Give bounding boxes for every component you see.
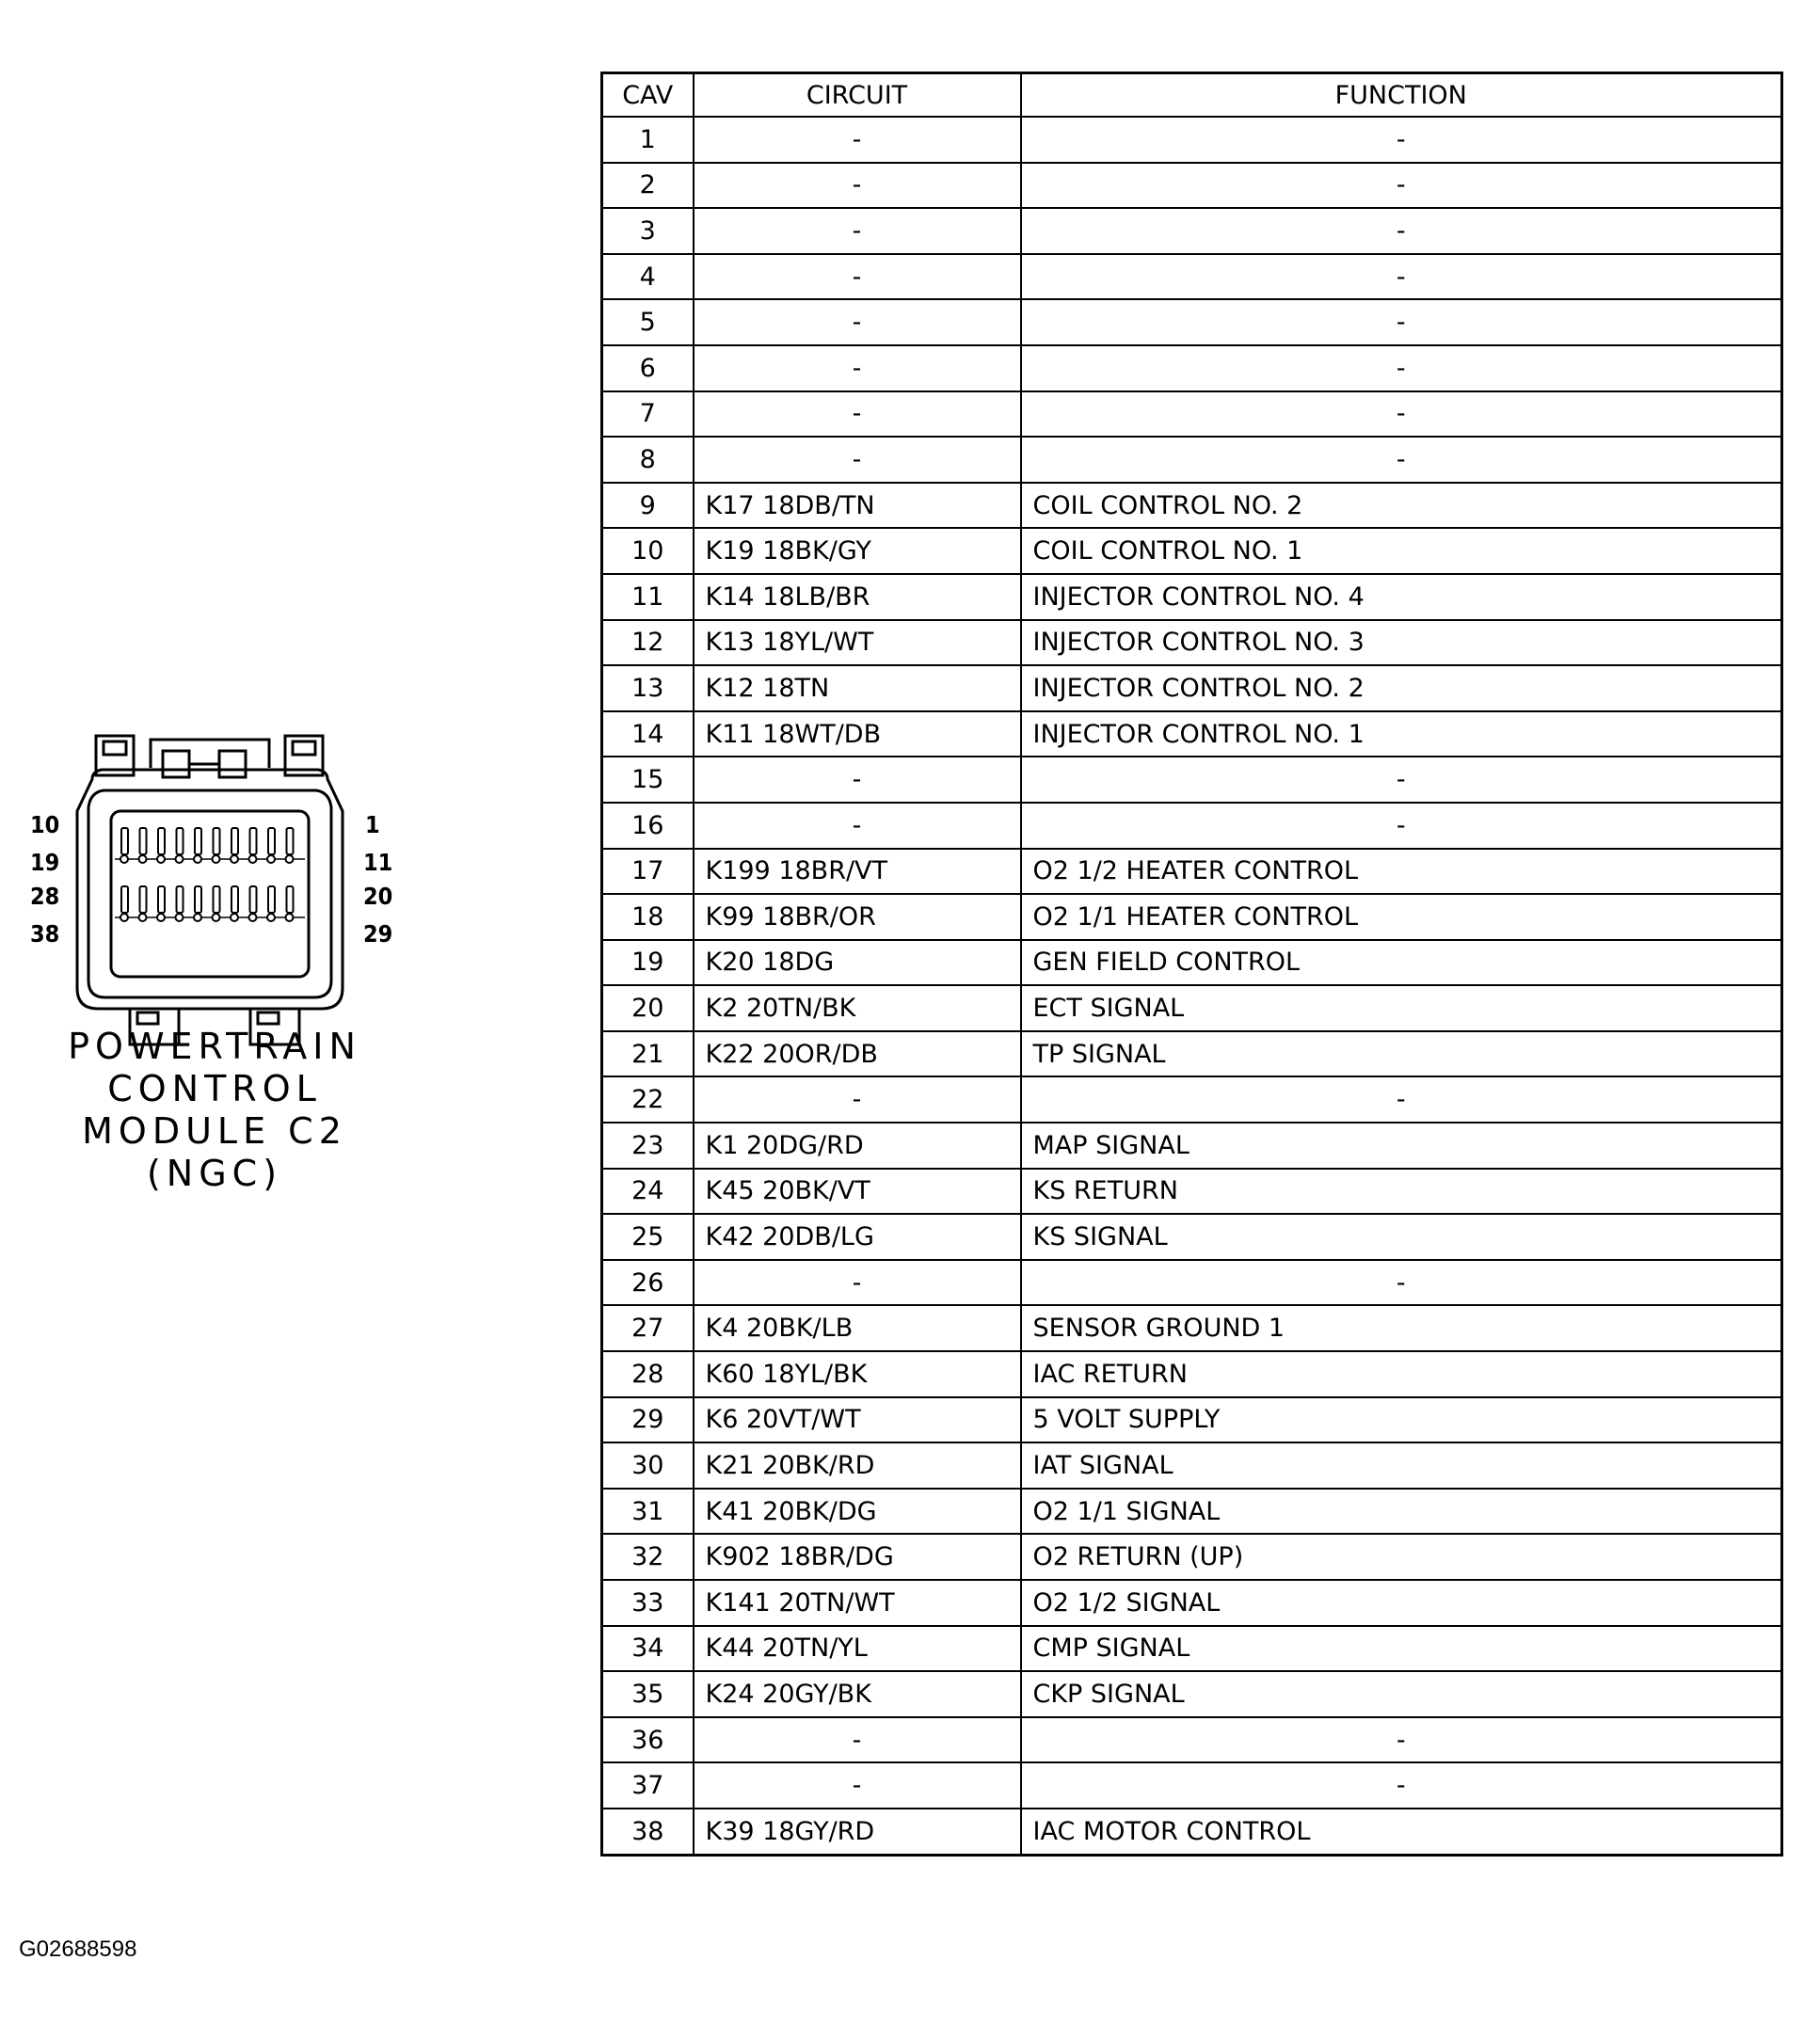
- cav-cell: 4: [602, 254, 694, 300]
- function-cell: ECT SIGNAL: [1021, 985, 1782, 1031]
- table-row: [602, 1351, 1782, 1397]
- cav-cell: 24: [602, 1169, 694, 1215]
- circuit-cell: K21 20BK/RD: [694, 1442, 1021, 1489]
- function-cell: -: [1021, 803, 1782, 849]
- function-cell: MAP SIGNAL: [1021, 1123, 1782, 1169]
- table-row: [602, 574, 1782, 620]
- table-row: [602, 1123, 1782, 1169]
- connector-pin: [214, 828, 220, 854]
- circuit-cell: K902 18BR/DG: [694, 1534, 1021, 1580]
- cav-cell: 34: [602, 1626, 694, 1672]
- cav-cell: 11: [602, 574, 694, 620]
- connector-pin: [214, 886, 220, 913]
- connector-pin-head: [120, 914, 128, 921]
- connector-pin: [250, 886, 257, 913]
- header-cav: CAV: [602, 73, 694, 118]
- cav-cell: 12: [602, 620, 694, 666]
- connector-pin: [195, 828, 201, 854]
- function-cell: -: [1021, 757, 1782, 803]
- pinout-table-container: [600, 72, 1783, 1857]
- cav-cell: 36: [602, 1717, 694, 1763]
- function-cell: GEN FIELD CONTROL: [1021, 940, 1782, 986]
- connector-label: [26, 1026, 403, 1195]
- table-header-row: [602, 73, 1782, 118]
- function-cell: O2 1/2 SIGNAL: [1021, 1580, 1782, 1626]
- pin-number-1: 1: [365, 811, 380, 838]
- circuit-cell: -: [694, 163, 1021, 209]
- circuit-cell: K39 18GY/RD: [694, 1809, 1021, 1855]
- circuit-cell: K11 18WT/DB: [694, 711, 1021, 757]
- circuit-cell: K1 20DG/RD: [694, 1123, 1021, 1169]
- table-row: [602, 1762, 1782, 1809]
- function-cell: INJECTOR CONTROL NO. 4: [1021, 574, 1782, 620]
- table-row: [602, 711, 1782, 757]
- connector-pin-head: [176, 855, 184, 863]
- table-row: [602, 163, 1782, 209]
- function-cell: IAC RETURN: [1021, 1351, 1782, 1397]
- function-cell: -: [1021, 208, 1782, 254]
- circuit-cell: -: [694, 1260, 1021, 1306]
- table-row: [602, 620, 1782, 666]
- function-cell: -: [1021, 391, 1782, 438]
- connector-pin: [177, 886, 184, 913]
- cav-cell: 29: [602, 1397, 694, 1443]
- connector-label-line-3: MODULE C2: [82, 1110, 347, 1152]
- table-row: [602, 1214, 1782, 1260]
- connector-pin-head: [176, 914, 184, 921]
- table-row: [602, 1397, 1782, 1443]
- table-row: [602, 437, 1782, 483]
- table-row: [602, 1031, 1782, 1077]
- table-row: [602, 1534, 1782, 1580]
- table-row: [602, 299, 1782, 345]
- connector-pin: [121, 886, 128, 913]
- circuit-cell: K22 20OR/DB: [694, 1031, 1021, 1077]
- cav-cell: 21: [602, 1031, 694, 1077]
- function-cell: KS RETURN: [1021, 1169, 1782, 1215]
- function-cell: O2 1/1 HEATER CONTROL: [1021, 894, 1782, 940]
- pin-number-28: 28: [30, 883, 60, 910]
- connector-pin: [250, 828, 257, 854]
- connector-pin: [177, 828, 184, 854]
- circuit-cell: K4 20BK/LB: [694, 1305, 1021, 1351]
- connector-pin-head: [157, 914, 165, 921]
- function-cell: -: [1021, 1260, 1782, 1306]
- cav-cell: 20: [602, 985, 694, 1031]
- pin-number-38: 38: [30, 920, 60, 948]
- cav-cell: 17: [602, 849, 694, 895]
- table-row: [602, 849, 1782, 895]
- circuit-cell: K24 20GY/BK: [694, 1671, 1021, 1717]
- connector-label-line-2: CONTROL: [107, 1068, 322, 1109]
- connector-label-line-1: POWERTRAIN: [68, 1026, 361, 1067]
- circuit-cell: K19 18BK/GY: [694, 528, 1021, 574]
- table-row: [602, 940, 1782, 986]
- circuit-cell: K2 20TN/BK: [694, 985, 1021, 1031]
- circuit-cell: -: [694, 299, 1021, 345]
- circuit-cell: K17 18DB/TN: [694, 483, 1021, 529]
- function-cell: IAT SIGNAL: [1021, 1442, 1782, 1489]
- table-row: [602, 1717, 1782, 1763]
- function-cell: INJECTOR CONTROL NO. 3: [1021, 620, 1782, 666]
- function-cell: -: [1021, 299, 1782, 345]
- table-row: [602, 1489, 1782, 1535]
- table-row: [602, 254, 1782, 300]
- cav-cell: 25: [602, 1214, 694, 1260]
- cav-cell: 6: [602, 345, 694, 391]
- cav-cell: 2: [602, 163, 694, 209]
- table-row: [602, 1580, 1782, 1626]
- cav-cell: 32: [602, 1534, 694, 1580]
- function-cell: O2 1/2 HEATER CONTROL: [1021, 849, 1782, 895]
- connector-diagram: [26, 725, 412, 1054]
- function-cell: -: [1021, 1717, 1782, 1763]
- circuit-cell: K42 20DB/LG: [694, 1214, 1021, 1260]
- circuit-cell: K6 20VT/WT: [694, 1397, 1021, 1443]
- connector-pin-head: [194, 855, 201, 863]
- function-cell: CMP SIGNAL: [1021, 1626, 1782, 1672]
- connector-pin: [158, 828, 165, 854]
- circuit-cell: K13 18YL/WT: [694, 620, 1021, 666]
- image-code: G02688598: [19, 1936, 137, 1962]
- connector-pin-head: [267, 914, 275, 921]
- connector-pin: [268, 886, 275, 913]
- circuit-cell: K44 20TN/YL: [694, 1626, 1021, 1672]
- table-row: [602, 1442, 1782, 1489]
- table-row: [602, 208, 1782, 254]
- header-circuit: CIRCUIT: [694, 73, 1021, 118]
- circuit-cell: -: [694, 117, 1021, 163]
- cav-cell: 10: [602, 528, 694, 574]
- table-row: [602, 757, 1782, 803]
- circuit-cell: -: [694, 1076, 1021, 1123]
- cav-cell: 35: [602, 1671, 694, 1717]
- function-cell: IAC MOTOR CONTROL: [1021, 1809, 1782, 1855]
- connector-pin-head: [139, 914, 147, 921]
- table-row: [602, 1626, 1782, 1672]
- circuit-cell: K12 18TN: [694, 665, 1021, 711]
- pin-number-10: 10: [30, 811, 60, 838]
- function-cell: -: [1021, 254, 1782, 300]
- connector-pin-head: [231, 855, 238, 863]
- table-row: [602, 803, 1782, 849]
- function-cell: CKP SIGNAL: [1021, 1671, 1782, 1717]
- cav-cell: 8: [602, 437, 694, 483]
- connector-pin: [140, 828, 147, 854]
- function-cell: KS SIGNAL: [1021, 1214, 1782, 1260]
- cav-cell: 27: [602, 1305, 694, 1351]
- connector-pin-head: [286, 914, 294, 921]
- connector-pin-head: [120, 855, 128, 863]
- function-cell: -: [1021, 117, 1782, 163]
- cav-cell: 19: [602, 940, 694, 986]
- function-cell: -: [1021, 437, 1782, 483]
- table-row: [602, 1076, 1782, 1123]
- circuit-cell: -: [694, 757, 1021, 803]
- function-cell: TP SIGNAL: [1021, 1031, 1782, 1077]
- circuit-cell: -: [694, 1717, 1021, 1763]
- circuit-cell: -: [694, 208, 1021, 254]
- pin-number-11: 11: [363, 849, 393, 876]
- table-row: [602, 391, 1782, 438]
- table-row: [602, 1671, 1782, 1717]
- connector-pin-head: [249, 914, 257, 921]
- connector-pin-head: [213, 855, 220, 863]
- cav-cell: 33: [602, 1580, 694, 1626]
- pin-number-20: 20: [363, 883, 393, 910]
- function-cell: 5 VOLT SUPPLY: [1021, 1397, 1782, 1443]
- table-row: [602, 894, 1782, 940]
- function-cell: COIL CONTROL NO. 2: [1021, 483, 1782, 529]
- connector-pin-head: [194, 914, 201, 921]
- pinout-table: [600, 72, 1783, 1857]
- circuit-cell: -: [694, 437, 1021, 483]
- cav-cell: 13: [602, 665, 694, 711]
- connector-label-line-4: (NGC): [146, 1153, 283, 1194]
- circuit-cell: K141 20TN/WT: [694, 1580, 1021, 1626]
- cav-cell: 3: [602, 208, 694, 254]
- header-function: FUNCTION: [1021, 73, 1782, 118]
- function-cell: O2 1/1 SIGNAL: [1021, 1489, 1782, 1535]
- connector-pin-head: [249, 855, 257, 863]
- circuit-cell: K199 18BR/VT: [694, 849, 1021, 895]
- circuit-cell: K41 20BK/DG: [694, 1489, 1021, 1535]
- circuit-cell: -: [694, 391, 1021, 438]
- cav-cell: 16: [602, 803, 694, 849]
- function-cell: INJECTOR CONTROL NO. 2: [1021, 665, 1782, 711]
- circuit-cell: -: [694, 254, 1021, 300]
- table-row: [602, 483, 1782, 529]
- connector-pin-head: [157, 855, 165, 863]
- connector-pin: [287, 828, 294, 854]
- function-cell: -: [1021, 1762, 1782, 1809]
- function-cell: INJECTOR CONTROL NO. 1: [1021, 711, 1782, 757]
- table-row: [602, 1169, 1782, 1215]
- circuit-cell: -: [694, 803, 1021, 849]
- function-cell: -: [1021, 345, 1782, 391]
- connector-pin: [231, 886, 238, 913]
- cav-cell: 26: [602, 1260, 694, 1306]
- connector-pin: [287, 886, 294, 913]
- cav-cell: 18: [602, 894, 694, 940]
- circuit-cell: -: [694, 345, 1021, 391]
- table-row: [602, 117, 1782, 163]
- cav-cell: 23: [602, 1123, 694, 1169]
- circuit-cell: K20 18DG: [694, 940, 1021, 986]
- function-cell: SENSOR GROUND 1: [1021, 1305, 1782, 1351]
- cav-cell: 1: [602, 117, 694, 163]
- circuit-cell: -: [694, 1762, 1021, 1809]
- connector-pin-head: [286, 855, 294, 863]
- cav-cell: 22: [602, 1076, 694, 1123]
- pin-number-19: 19: [30, 849, 60, 876]
- connector-pin: [158, 886, 165, 913]
- cav-cell: 30: [602, 1442, 694, 1489]
- table-row: [602, 985, 1782, 1031]
- connector-pin-head: [139, 855, 147, 863]
- function-cell: COIL CONTROL NO. 1: [1021, 528, 1782, 574]
- cav-cell: 38: [602, 1809, 694, 1855]
- cav-cell: 37: [602, 1762, 694, 1809]
- cav-cell: 31: [602, 1489, 694, 1535]
- pin-number-29: 29: [363, 920, 393, 948]
- cav-cell: 15: [602, 757, 694, 803]
- function-cell: -: [1021, 1076, 1782, 1123]
- connector-pin: [268, 828, 275, 854]
- circuit-cell: K99 18BR/OR: [694, 894, 1021, 940]
- circuit-cell: K45 20BK/VT: [694, 1169, 1021, 1215]
- cav-cell: 5: [602, 299, 694, 345]
- table-row: [602, 1305, 1782, 1351]
- cav-cell: 7: [602, 391, 694, 438]
- table-row: [602, 1260, 1782, 1306]
- table-row: [602, 665, 1782, 711]
- table-row: [602, 1809, 1782, 1855]
- circuit-cell: K60 18YL/BK: [694, 1351, 1021, 1397]
- connector-pin: [140, 886, 147, 913]
- connector-pin: [121, 828, 128, 854]
- cav-cell: 9: [602, 483, 694, 529]
- connector-pin-head: [267, 855, 275, 863]
- connector-pin-head: [231, 914, 238, 921]
- connector-pin: [231, 828, 238, 854]
- connector-outline-icon: [26, 725, 412, 1054]
- function-cell: O2 RETURN (UP): [1021, 1534, 1782, 1580]
- function-cell: -: [1021, 163, 1782, 209]
- circuit-cell: K14 18LB/BR: [694, 574, 1021, 620]
- table-row: [602, 528, 1782, 574]
- connector-pin: [195, 886, 201, 913]
- table-row: [602, 345, 1782, 391]
- cav-cell: 14: [602, 711, 694, 757]
- connector-pin-head: [213, 914, 220, 921]
- cav-cell: 28: [602, 1351, 694, 1397]
